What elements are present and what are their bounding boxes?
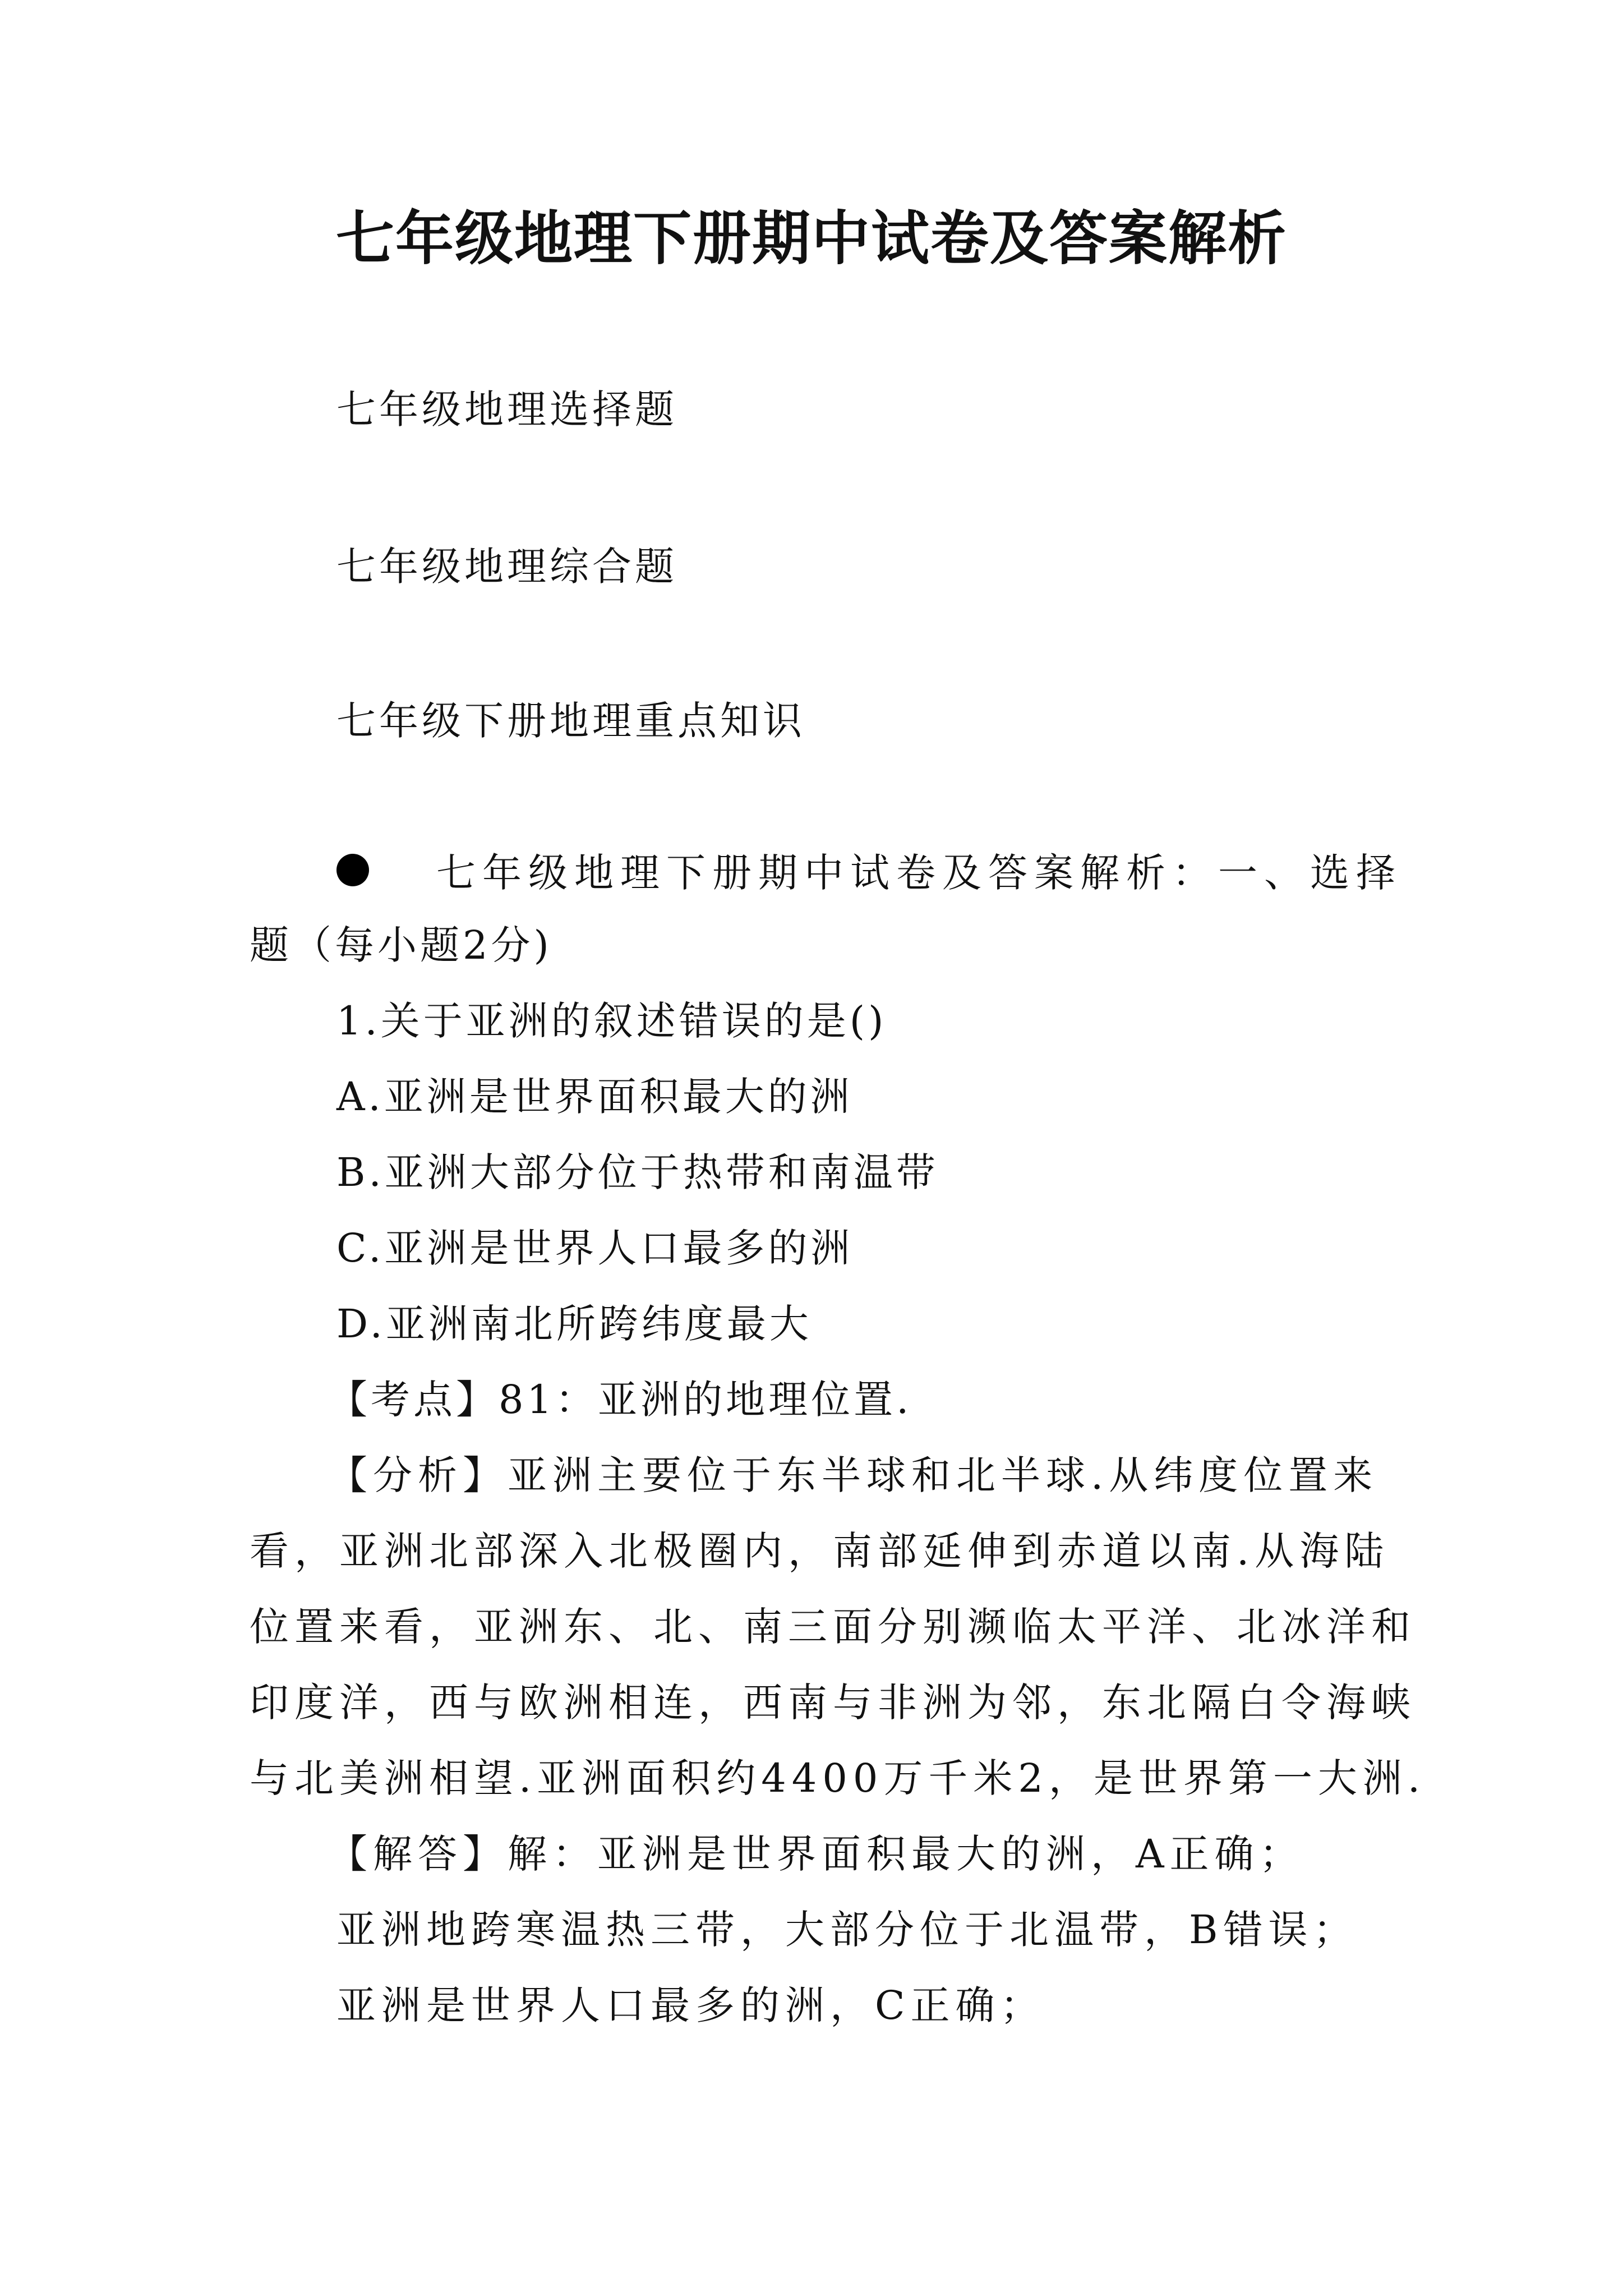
bullet-icon [336, 854, 369, 886]
analysis-line: 看，亚洲北部深入北极圈内，南部延伸到赤道以南.从海陆 [250, 1528, 1390, 1574]
answer-line: 亚洲是世界人口最多的洲，C正确； [336, 1982, 1045, 2028]
option-a: A.亚洲是世界面积最大的洲 [336, 1074, 853, 1120]
section-heading-continuation: 题（每小题2分) [250, 922, 552, 968]
document-title: 七年级地理下册期中试卷及答案解析 [335, 204, 1287, 273]
option-b: B.亚洲大部分位于热带和南温带 [336, 1149, 939, 1195]
option-c: C.亚洲是世界人口最多的洲 [336, 1225, 854, 1271]
question-stem: 1.关于亚洲的叙述错误的是() [336, 998, 887, 1044]
section-heading [336, 841, 1402, 901]
option-d: D.亚洲南北所跨纬度最大 [336, 1301, 812, 1347]
analysis-line: 与北美洲相望.亚洲面积约4400万千米2，是世界第一大洲. [250, 1755, 1426, 1801]
link-choice-questions[interactable]: 七年级地理选择题 [336, 386, 677, 432]
analysis-line: 位置来看，亚洲东、北、南三面分别濒临太平洋、北冰洋和 [250, 1604, 1416, 1650]
answer-line: 亚洲地跨寒温热三带，大部分位于北温带，B错误； [336, 1907, 1358, 1953]
analysis-line: 【分析】亚洲主要位于东半球和北半球.从纬度位置来 [328, 1452, 1378, 1498]
link-comprehensive-questions[interactable]: 七年级地理综合题 [336, 544, 677, 590]
section-heading-text: 七年级地理下册期中试卷及答案解析：一、选择 [436, 850, 1402, 896]
analysis-line: 印度洋，西与欧洲相连，西南与非洲为邻，东北隔白令海峡 [250, 1680, 1416, 1726]
kaodian-line: 【考点】81：亚洲的地理位置. [328, 1377, 912, 1423]
link-key-knowledge[interactable]: 七年级下册地理重点知识 [336, 698, 805, 744]
answer-line: 【解答】解：亚洲是世界面积最大的洲，A正确； [328, 1831, 1304, 1877]
